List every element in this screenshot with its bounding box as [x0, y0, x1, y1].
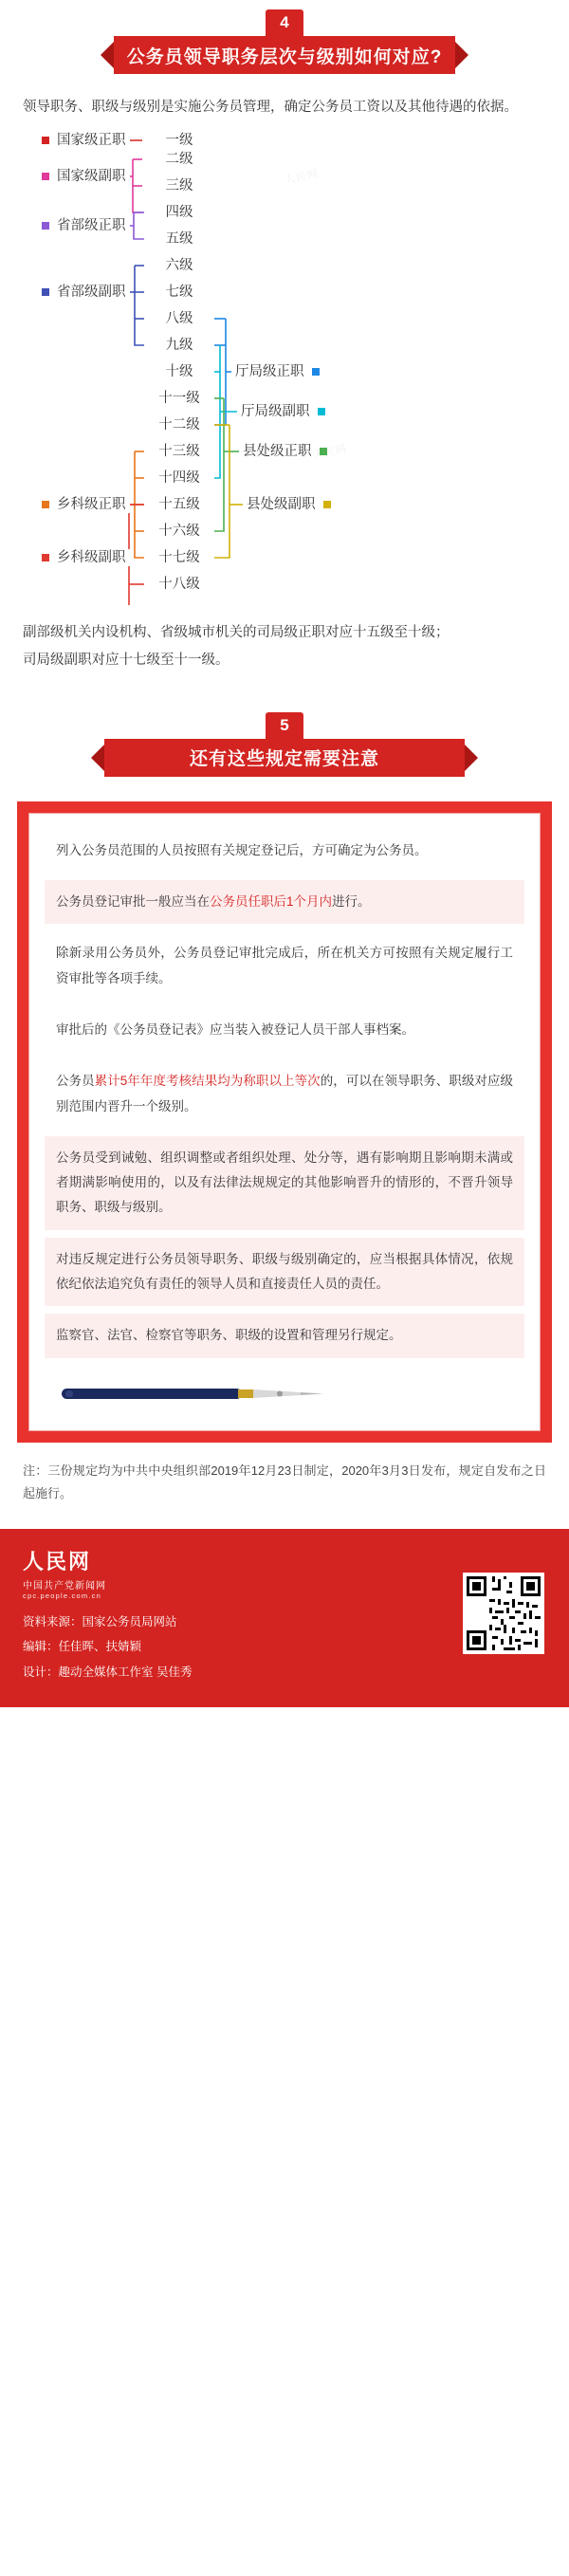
section-4-intro: 领导职务、职级与级别是实施公务员管理，确定公务员工资以及其他待遇的依据。 [23, 100, 518, 115]
right-group-tingju-fu [237, 403, 325, 420]
level-label: 十八级 [144, 576, 214, 593]
rule-item [45, 1238, 524, 1307]
rule-item [45, 829, 524, 873]
right-group-label: 县处级正职 [243, 443, 312, 459]
watermark: 人民网 [284, 167, 321, 187]
logo-title: 人民网 [23, 1550, 92, 1574]
left-group-xiangke-zheng [42, 496, 130, 513]
level-label: 六级 [144, 257, 214, 274]
credit-source: 资料来源：国家公务员局网站 [23, 1615, 177, 1629]
legend-swatch-icon [318, 408, 325, 415]
left-group-label: 省部级正职 [57, 217, 126, 233]
section-5-header [0, 703, 569, 777]
right-group-xianchu-fu [243, 496, 331, 513]
right-group-tingju-zheng [231, 363, 320, 380]
legend-swatch-icon [320, 448, 327, 455]
level-label: 十三级 [144, 443, 214, 460]
rule-highlight: 累计5年年度考核结果均为称职以上等次 [94, 1074, 321, 1089]
left-group-guojia-zheng [42, 132, 130, 149]
section-5-title-banner [104, 739, 465, 777]
rule-text: 监察官、法官、检察官等职务、职级的设置和管理另行规定。 [56, 1328, 402, 1343]
section-4-note-2: 司局级副职对应十七级至十一级。 [23, 653, 229, 669]
level-label: 二级 [144, 151, 214, 168]
legend-swatch-icon [42, 554, 49, 561]
left-group-shengbu-zheng [42, 217, 130, 234]
rule-item [45, 931, 524, 1001]
rule-text: 公务员累计5年年度考核结果均为称职以上等次的，可以在领导职务、职级对应级别范围内晋升一个级别。 [56, 1074, 513, 1113]
pen-illustration [45, 1366, 524, 1419]
left-group-guojia-fu [42, 168, 130, 185]
right-group-label: 厅局级正职 [235, 363, 304, 379]
left-group-label: 国家级正职 [57, 132, 126, 148]
rule-item [45, 1136, 524, 1230]
rule-highlight: 公务员任职后1个月内 [210, 893, 333, 909]
logo-domain: cpc.people.com.cn [23, 1592, 101, 1601]
level-label: 七级 [144, 284, 214, 301]
left-group-label: 国家级副职 [57, 168, 126, 184]
level-label: 十级 [144, 363, 214, 380]
qr-code[interactable] [463, 1573, 544, 1654]
legend-swatch-icon [312, 368, 320, 376]
legend-swatch-icon [42, 288, 49, 296]
level-label: 十七级 [144, 549, 214, 566]
left-group-xiangke-fu [42, 549, 130, 566]
logo-subtitle: 中国共产党新闻网 [23, 1581, 106, 1592]
level-label: 十二级 [144, 416, 214, 433]
legend-swatch-icon [42, 173, 49, 180]
page-footer [0, 1529, 569, 1707]
right-group-xianchu-zheng [239, 443, 327, 460]
section-4-title-banner [114, 36, 455, 74]
level-label: 十一级 [144, 390, 214, 407]
credit-designer: 设计：趣动全媒体工作室 吴佳秀 [23, 1665, 193, 1679]
section-4-title: 公务员领导职务层次与级别如何对应? [126, 46, 443, 67]
level-label: 五级 [144, 230, 214, 248]
rule-item [45, 1008, 524, 1052]
left-group-shengbu-fu [42, 284, 130, 301]
level-label: 九级 [144, 337, 214, 354]
rule-item [45, 880, 524, 924]
rules-list [28, 813, 541, 1431]
right-group-label: 县处级副职 [247, 496, 316, 512]
section-4-note-1: 副部级机关内设机构、省级城市机关的司局级正职对应十五级至十级； [23, 624, 450, 640]
section-5-title: 还有这些规定需要注意 [189, 749, 379, 770]
level-label: 十六级 [144, 523, 214, 540]
footnote: 注：三份规定均为中共中央组织部2019年12月23日制定，2020年3月3日发布，规定自发布之日起施行。 [23, 1463, 546, 1501]
rule-text: 除新录用公务员外，公务员登记审批完成后，所在机关方可按照有关规定履行工资审批等各项手续。 [56, 946, 513, 985]
level-label: 四级 [144, 204, 214, 221]
rule-text: 审批后的《公务员登记表》应当装入被登记人员干部人事档案。 [56, 1021, 414, 1037]
watermark: 人民网 [312, 442, 349, 462]
rule-item [45, 1059, 524, 1129]
legend-swatch-icon [42, 137, 49, 144]
level-label: 十五级 [144, 496, 214, 513]
level-label: 十四级 [144, 469, 214, 487]
level-label: 三级 [144, 177, 214, 194]
level-label: 八级 [144, 310, 214, 327]
right-group-label: 厅局级副职 [241, 403, 310, 419]
rule-text: 对违反规定进行公务员领导职务、职级与级别确定的，应当根据具体情况，依规依纪依法追究负有责任的领导人员和直接责任人员的责任。 [56, 1251, 513, 1292]
section-5-number: 5 [266, 712, 303, 739]
rules-card [17, 801, 552, 1443]
rule-text: 列入公务员范围的人员按照有关规定登记后，方可确定为公务员。 [56, 842, 428, 857]
level-correspondence-chart [0, 131, 569, 605]
legend-swatch-icon [42, 501, 49, 508]
credit-editor: 编辑：任佳晖、扶婧颖 [23, 1640, 142, 1654]
left-group-label: 省部级副职 [57, 284, 126, 300]
legend-swatch-icon [323, 501, 331, 508]
legend-swatch-icon [42, 222, 49, 230]
rule-item [45, 1314, 524, 1357]
section-4-header [0, 0, 569, 74]
left-group-label: 乡科级副职 [57, 549, 126, 565]
rule-text: 公务员登记审批一般应当在公务员任职后1个月内进行。 [56, 893, 371, 909]
section-4-number: 4 [266, 9, 303, 36]
rule-text: 公务员受到诫勉、组织调整或者组织处理、处分等，遇有影响期且影响期未满或者期满影响使用的，以及有法律法规规定的其他影响晋升的情形的，不晋升领导职务、职级与级别。 [56, 1150, 513, 1215]
left-group-label: 乡科级正职 [57, 496, 126, 512]
level-label: 一级 [144, 132, 214, 149]
